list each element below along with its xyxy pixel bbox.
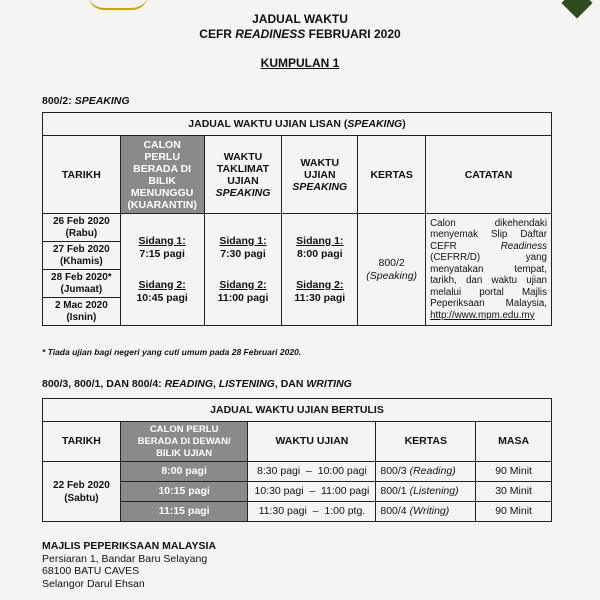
speaking-section-title: 800/2: SPEAKING [42,95,130,107]
calon-time: 11:15 pagi [120,502,248,522]
doc-title: JADUAL WAKTU [252,12,348,26]
header-waktu-ujian: WAKTU UJIAN [248,422,376,462]
holiday-note: * Tiada ujian bagi negeri yang cuti umum pada 28 Februari 2020. [42,347,302,357]
catatan-cell: Calon dikehendaki menyemak Slip Daftar CEFR Readiness (CEFRR/D) yang menyatakan tempat, tarikh, dan waktu ujian melalui portal Majlis Peperiksaan Malaysia, http://www.mpm.edu.my [426,214,552,326]
calon-times: Sidang 1: 7:15 pagi Sidang 2: 10:45 pagi [120,214,204,326]
date-cell: 27 Feb 2020 (Khamis) [43,242,121,270]
header-masa: MASA [476,422,552,462]
date-cell: 26 Feb 2020 (Rabu) [43,214,121,242]
speaking-table-title: JADUAL WAKTU UJIAN LISAN (SPEAKING) [43,113,552,136]
kertas-cell: 800/1 (Listening) [376,482,476,502]
written-section-title: 800/3, 800/1, DAN 800/4: READING, LISTENING, DAN WRITING [42,378,352,390]
date-cell: 22 Feb 2020 (Sabtu) [43,462,121,522]
ujian-times: Sidang 1: 8:00 pagi Sidang 2: 11:30 pagi [282,214,358,326]
date-cell: 28 Feb 2020* (Jumaat) [43,270,121,298]
speaking-timetable [42,112,552,326]
header-catatan: CATATAN [426,136,552,214]
header-calon: CALON PERLU BERADA DI BILIK MENUNGGU (KUARANTIN) [120,136,204,214]
doc-subtitle: CEFR READINESS FEBRUARI 2020 [199,27,401,41]
written-table-title: JADUAL WAKTU UJIAN BERTULIS [43,399,552,422]
footer-address [42,540,216,590]
taklimat-times: Sidang 1: 7:30 pagi Sidang 2: 11:00 pagi [204,214,282,326]
group-heading: KUMPULAN 1 [260,56,340,70]
header-tarikh: TARIKH [43,422,121,462]
kertas-cell: 800/3 (Reading) [376,462,476,482]
header-waktu-ujian: WAKTU UJIAN SPEAKING [282,136,358,214]
masa-cell: 90 Minit [476,462,552,482]
header-calon: CALON PERLU BERADA DI DEWAN/ BILIK UJIAN [120,422,248,462]
waktu-ujian: 10:30 pagi – 11:00 pagi [248,482,376,502]
header-kertas: KERTAS [376,422,476,462]
waktu-ujian: 8:30 pagi – 10:00 pagi [248,462,376,482]
calon-time: 10:15 pagi [120,482,248,502]
mpm-link[interactable]: http://www.mpm.edu.my [430,309,535,321]
waktu-ujian: 11:30 pagi – 1:00 ptg. [248,502,376,522]
header-tarikh: TARIKH [43,136,121,214]
date-cell: 2 Mac 2020 (Isnin) [43,298,121,326]
calon-time: 8:00 pagi [120,462,248,482]
kertas-cell: 800/4 (Writing) [376,502,476,522]
masa-cell: 90 Minit [476,502,552,522]
org-name: MAJLIS PEPERIKSAAN MALAYSIA [42,540,217,552]
crest-logo [88,0,148,10]
address-line: Persiaran 1, Bandar Baru Selayang [42,552,208,565]
masa-cell: 30 Minit [476,482,552,502]
written-timetable [42,398,552,522]
address-line: 68100 BATU CAVES [42,565,140,577]
header-kertas: KERTAS [358,136,426,214]
kertas-cell: 800/2 (Speaking) [358,214,426,326]
address-line: Selangor Darul Ehsan [42,577,145,590]
header-taklimat: WAKTU TAKLIMAT UJIAN SPEAKING [204,136,282,214]
